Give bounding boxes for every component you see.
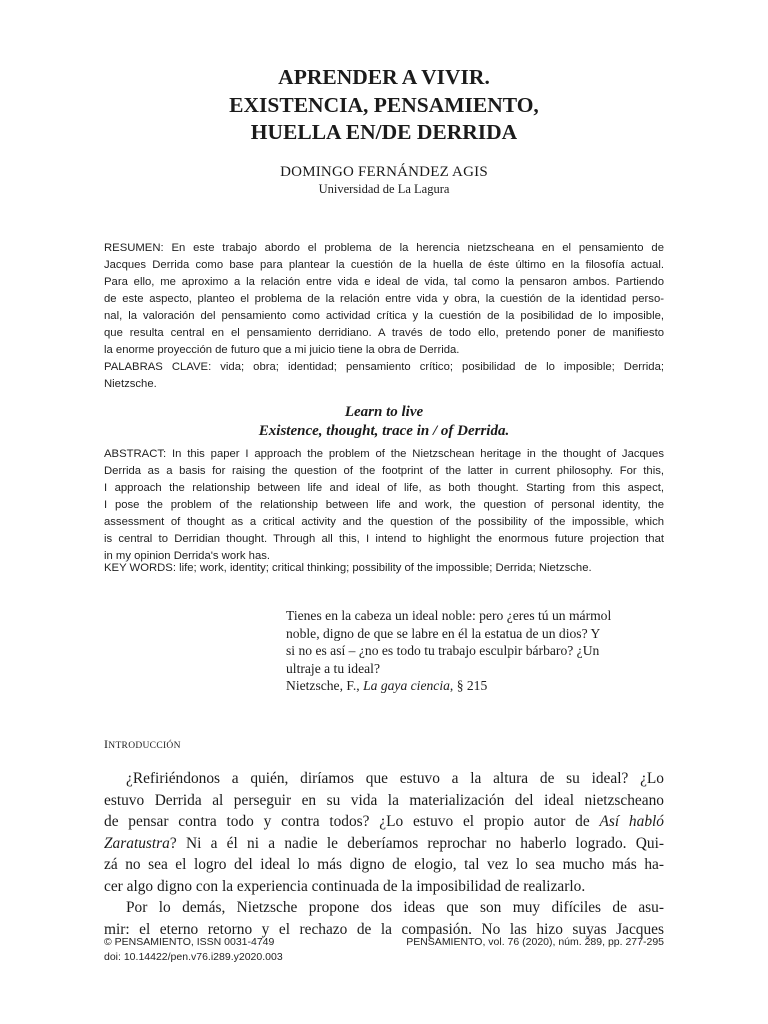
abstract-block (104, 446, 664, 565)
key-words-block (104, 560, 664, 577)
palabras-clave-block (104, 359, 664, 393)
body-line: cer algo digno con la experiencia continuada de la imposibilidad de realizarlo. (104, 877, 586, 895)
body-line: estuvo Derrida al perseguir en su vida la materialización del ideal nietzscheano (104, 791, 664, 809)
body-paragraphs (104, 768, 664, 940)
body-line-text: de pensar contra todo y contra todos? ¿Lo estuvo el propio autor de (104, 813, 600, 830)
author-affiliation: Universidad de La Lagura (318, 182, 450, 196)
key-words-line: KEY WORDS: life; work, identity; critical thinking; possibility of the impossible; Derrida; Nietzsche. (104, 562, 592, 574)
epigraph-source-author: Nietzsche, F., (286, 678, 364, 693)
palabras-clave-line: PALABRAS CLAVE: vida; obra; identidad; pensamiento crítico; posibilidad de lo imposible; Derrida; (104, 361, 664, 373)
abstract-line: Derrida as a basis for raising the question of the footprint of the latter in current philosophy. For this, (104, 465, 664, 477)
section-heading-rest: NTRODUCCIÓN (108, 741, 181, 751)
section-heading-initial: I (104, 737, 109, 751)
abstract-line: assessment of thought as a critical activity and the question of the possibility of the impossible, which (104, 516, 664, 528)
title-line-2: EXISTENCIA, PENSAMIENTO, (229, 92, 539, 117)
epigraph-source-work: La gaya ciencia (363, 678, 450, 693)
body-line (104, 811, 664, 833)
epigraph-line: ultraje a tu ideal? (286, 660, 380, 676)
body-line: ¿Refiriéndonos a quién, diríamos que estuvo a la altura de su ideal? ¿Lo (126, 770, 664, 787)
palabras-clave-line: Nietzsche. (104, 378, 157, 390)
footer-citation: PENSAMIENTO, vol. 76 (2020), núm. 289, pp. 277-295 (406, 936, 664, 948)
resumen-block (104, 240, 664, 359)
resumen-line: que resulta central en el pensamiento derridiano. A través de todo ello, pretendo poner de manifiesto (104, 327, 664, 339)
abstract-line: in my opinion Derrida's work has. (104, 550, 271, 562)
resumen-line: Jacques Derrida como base para plantear la cuestión de la huella de éste último en la filosofía actual. (104, 259, 664, 271)
footer-left (104, 935, 283, 965)
resumen-line: de este aspecto, planteo el problema de la relación entre vida y obra, la cuestión de la identidad perso- (104, 293, 664, 305)
epigraph-line: si no es así – ¿no es todo tu trabajo esculpir bárbaro? ¿Un (286, 643, 600, 658)
epigraph-source (286, 677, 664, 695)
paper-title (0, 64, 768, 147)
footer-doi: doi: 10.14422/pen.v76.i289.y2020.003 (104, 951, 283, 963)
body-line: Por lo demás, Nietzsche propone dos ideas que son muy difíciles de asu- (126, 899, 664, 916)
body-line-text: ? Ni a él ni a nadie le deberíamos reprochar no haberlo logrado. Qui- (169, 834, 664, 852)
english-title (0, 403, 768, 441)
resumen-line: RESUMEN: En este trabajo abordo el problema de la herencia nietzscheana en el pensamiento de (104, 242, 664, 254)
resumen-line: Para ello, me aproximo a la relación entre vida e ideal de vida, tal como la pensaron ambos. Partiendo (104, 276, 664, 288)
body-line: zá no sea el logro del ideal lo más digno de elogio, tal vez lo sea mucho más ha- (104, 856, 664, 873)
abstract-line: I pose the problem of the relationship between life and work, the question of personal identity, the (104, 499, 664, 511)
abstract-line: I approach the relationship between life and ideal of life, as both thought. Starting from this aspect, (104, 482, 664, 494)
body-italic-title: Así habló (599, 813, 664, 830)
title-line-1: APRENDER A VIVIR. (278, 65, 490, 89)
body-line (104, 833, 664, 855)
resumen-line: la enorme proyección de futuro que a mi juicio tiene la obra de Derrida. (104, 344, 460, 356)
abstract-line: is central to Derridian thought. Through all this, I intend to highlight the enormous future projection that (104, 533, 664, 545)
title-line-3: HUELLA EN/DE DERRIDA (250, 120, 518, 144)
epigraph-quote (286, 607, 664, 695)
epigraph-source-ref: , § 215 (449, 678, 488, 693)
body-italic-title: Zaratustra (104, 834, 170, 852)
footer-copyright: © PENSAMIENTO, ISSN 0031-4749 (104, 936, 275, 948)
english-title-line-1: Learn to live (344, 404, 424, 420)
author-name: DOMINGO FERNÁNDEZ AGIS (280, 164, 488, 180)
english-title-line-2: Existence, thought, trace in / of Derrida. (258, 423, 510, 439)
epigraph-line: Tienes en la cabeza un ideal noble: pero ¿eres tú un mármol (286, 608, 612, 623)
body-line: mir: el eterno retorno y el rechazo de la compasión. No las hizo suyas Jacques (104, 920, 664, 938)
abstract-line: ABSTRACT: In this paper I approach the problem of the Nietzschean heritage in the thought of Jacques (104, 448, 664, 460)
epigraph-line: noble, digno de que se labre en él la estatua de un dios? Y (286, 625, 601, 641)
section-heading (104, 737, 181, 752)
resumen-line: nal, la valoración del pensamiento como actividad crítica y la cuestión de la posibilidad de lo imposible, (104, 310, 664, 322)
